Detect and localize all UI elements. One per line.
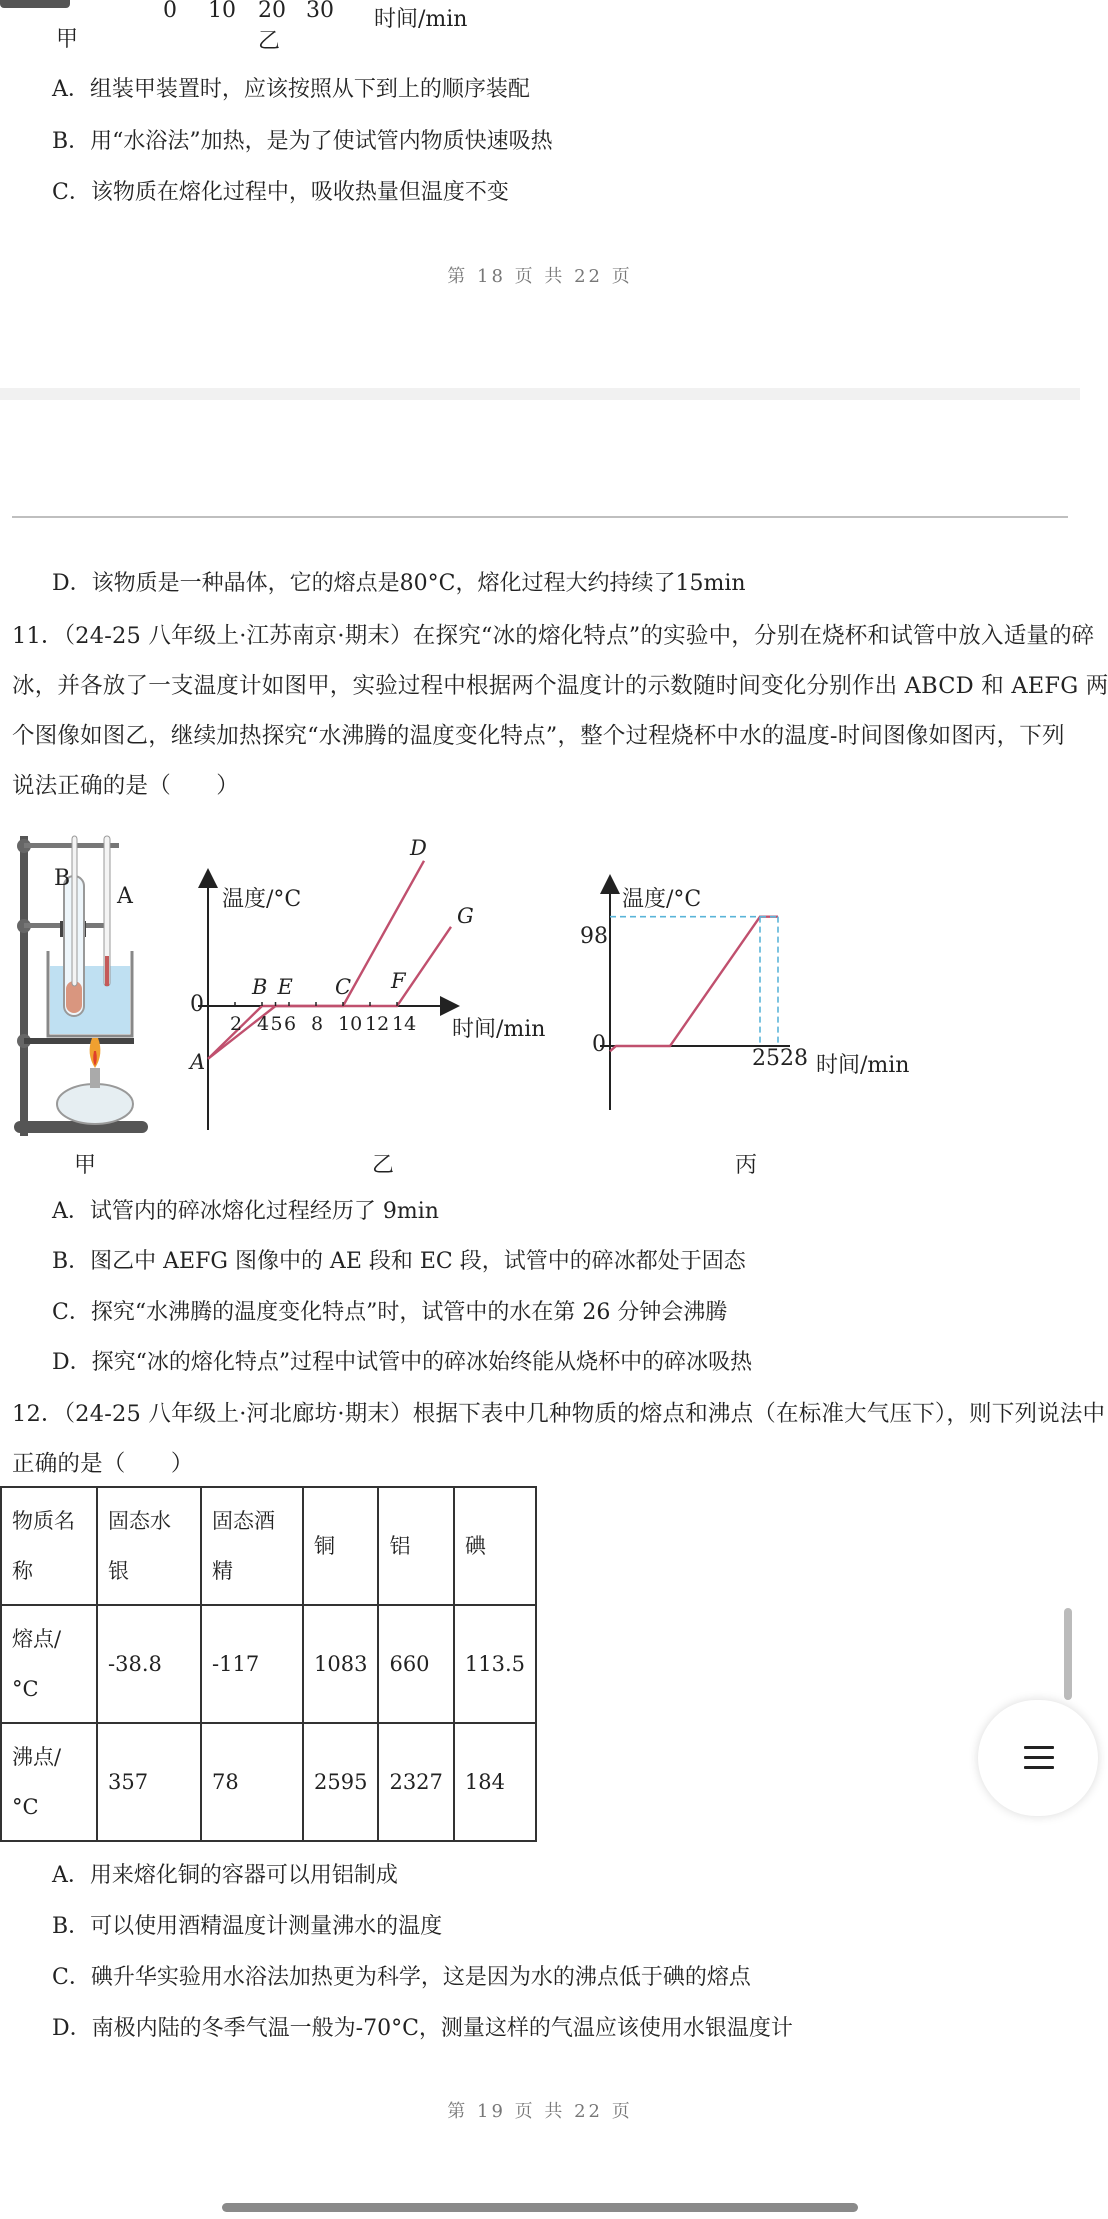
table-header-cell: 铝 xyxy=(378,1487,453,1605)
scrollbar-thumb[interactable] xyxy=(1064,1608,1072,1700)
chart-bing-y-mark: 98 xyxy=(580,924,608,949)
chart-yi-tick-label: 2 xyxy=(230,1013,243,1035)
table-cell: 184 xyxy=(454,1723,536,1841)
figure-jia-label-b: B xyxy=(54,866,71,891)
table-cell: -38.8 xyxy=(97,1605,201,1723)
table-header-cell: 铜 xyxy=(303,1487,378,1605)
menu-icon-bar xyxy=(1024,1766,1054,1769)
chart-yi-tick-label: 4 xyxy=(257,1013,270,1035)
figure-jia-label-a: A xyxy=(117,884,133,909)
table-cell: 78 xyxy=(201,1723,303,1841)
table-row xyxy=(1,1605,536,1723)
table-header-row xyxy=(1,1487,536,1605)
top-tick-10: 10 xyxy=(208,0,236,23)
table-row xyxy=(1,1723,536,1841)
q11-stem-line-2: 冰，并各放了一支温度计如图甲，实验过程中根据两个温度计的示数随时间变化分别作出 ABCD 和 AEFG 两 xyxy=(12,673,1108,699)
substance-table xyxy=(0,1486,537,1842)
table-row-label: 沸点/°C xyxy=(1,1723,97,1841)
apparatus-base-fragment xyxy=(0,0,70,8)
chart-bing-ylabel: 温度/°C xyxy=(622,887,702,912)
q10-option-d: D．该物质是一种晶体，它的熔点是80°C，熔化过程大约持续了15min xyxy=(52,571,746,596)
top-figure-fragment xyxy=(0,0,560,52)
menu-button[interactable] xyxy=(978,1700,1098,1816)
chart-yi-tick-label: 14 xyxy=(392,1013,417,1035)
home-indicator[interactable] xyxy=(222,2203,858,2212)
q12-stem-line-2: 正确的是（ ） xyxy=(12,1451,194,1477)
table-cell: -117 xyxy=(201,1605,303,1723)
chart-bing-x-mark-28: 28 xyxy=(780,1046,808,1071)
q12-option-c: C．碘升华实验用水浴法加热更为科学，这是因为水的沸点低于碘的熔点 xyxy=(52,1965,751,1990)
table-cell: 1083 xyxy=(303,1605,378,1723)
chart-yi-tick-label: 10 xyxy=(338,1013,363,1035)
top-tick-20: 20 xyxy=(258,0,286,23)
top-tick-30: 30 xyxy=(306,0,334,23)
chart-yi-xlabel: 时间/min xyxy=(452,1017,546,1042)
chart-yi-tick-label: 8 xyxy=(311,1013,324,1035)
chart-yi-point-label-F: F xyxy=(391,969,406,993)
chart-bing-origin: 0 xyxy=(592,1032,606,1057)
chart-yi-point-label-A: A xyxy=(190,1049,206,1074)
figure-jia-caption: 甲 xyxy=(74,1153,97,1178)
page-separator xyxy=(0,388,1080,400)
q12-option-b: B．可以使用酒精温度计测量沸水的温度 xyxy=(52,1914,443,1939)
chart-yi-tick-label: 12 xyxy=(365,1013,390,1035)
page-18-footer: 第 18 页 共 22 页 xyxy=(447,266,633,287)
top-axis-title: 时间/min xyxy=(374,7,468,32)
chart-bing-series-line xyxy=(610,917,778,1052)
q11-option-b: B．图乙中 AEFG 图像中的 AE 段和 EC 段，试管中的碎冰都处于固态 xyxy=(52,1249,746,1274)
top-tick-0: 0 xyxy=(163,0,177,23)
chart-yi-point-label-G: G xyxy=(457,903,474,928)
q11-stem-line-4: 说法正确的是（ ） xyxy=(12,773,240,799)
chart-yi-origin: 0 xyxy=(190,992,204,1017)
table-header-cell: 固态酒精 xyxy=(201,1487,303,1605)
top-figure-label-jia: 甲 xyxy=(56,27,79,52)
table-header-cell: 物质名称 xyxy=(1,1487,97,1605)
chart-yi-point-label-B: B xyxy=(252,975,268,999)
page-18-fragment xyxy=(0,0,1080,388)
q11-stem-line-3: 个图像如图乙，继续加热探究“水沸腾的温度变化特点”，整个过程烧杯中水的温度-时间图像如图丙，下列 xyxy=(12,723,1065,749)
chart-bing-caption: 丙 xyxy=(735,1153,758,1178)
q10-option-b: B．用“水浴法”加热，是为了使试管内物质快速吸热 xyxy=(52,129,553,154)
q12-option-d: D．南极内陆的冬季气温一般为-70°C，测量这样的气温应该使用水银温度计 xyxy=(52,2016,793,2041)
top-figure-label-yi: 乙 xyxy=(258,29,281,54)
q11-stem-line-1: 11．（24-25 八年级上·江苏南京·期末）在探究“冰的熔化特点”的实验中，分别在烧杯和试管中放入适量的碎 xyxy=(12,623,1095,649)
chart-yi-series-AEFG xyxy=(208,927,451,1059)
q10-option-a: A．组装甲装置时，应该按照从下到上的顺序装配 xyxy=(52,77,530,102)
chart-yi-tick-label: 5 xyxy=(270,1013,283,1035)
q11-option-d: D．探究“冰的熔化特点”过程中试管中的碎冰始终能从烧杯中的碎冰吸热 xyxy=(52,1350,753,1375)
q12-option-a: A．用来熔化铜的容器可以用铝制成 xyxy=(52,1863,398,1888)
table-cell: 2327 xyxy=(378,1723,453,1841)
table-cell: 357 xyxy=(97,1723,201,1841)
figure-jia-apparatus xyxy=(0,816,170,1186)
table-row-label: 熔点/°C xyxy=(1,1605,97,1723)
menu-icon-bar xyxy=(1024,1746,1054,1749)
chart-yi-caption: 乙 xyxy=(372,1153,395,1178)
q11-option-a: A．试管内的碎冰熔化过程经历了 9min xyxy=(52,1199,439,1224)
q12-stem-line-1: 12．（24-25 八年级上·河北廊坊·期末）根据下表中几种物质的熔点和沸点（在标准大气压下），则下列说法中 xyxy=(12,1401,1106,1427)
table-cell: 2595 xyxy=(303,1723,378,1841)
chart-yi-point-label-D: D xyxy=(410,835,427,860)
table-cell: 660 xyxy=(378,1605,453,1723)
table-header-cell: 固态水银 xyxy=(97,1487,201,1605)
chart-yi-point-label-C: C xyxy=(335,975,352,999)
q11-option-c: C．探究“水沸腾的温度变化特点”时，试管中的水在第 26 分钟会沸腾 xyxy=(52,1300,728,1325)
chart-bing-x-mark-25: 25 xyxy=(752,1046,780,1071)
q10-option-c: C．该物质在熔化过程中，吸收热量但温度不变 xyxy=(52,180,509,205)
chart-yi-point-label-E: E xyxy=(277,975,293,999)
chart-yi-ylabel: 温度/°C xyxy=(222,887,302,912)
chart-yi-tick-label: 6 xyxy=(284,1013,297,1035)
table-header-cell: 碘 xyxy=(454,1487,536,1605)
table-cell: 113.5 xyxy=(454,1605,536,1723)
page-19-footer: 第 19 页 共 22 页 xyxy=(447,2101,633,2122)
chart-bing-xlabel: 时间/min xyxy=(816,1053,910,1078)
menu-icon-bar xyxy=(1024,1756,1054,1759)
header-rule xyxy=(12,516,1068,518)
